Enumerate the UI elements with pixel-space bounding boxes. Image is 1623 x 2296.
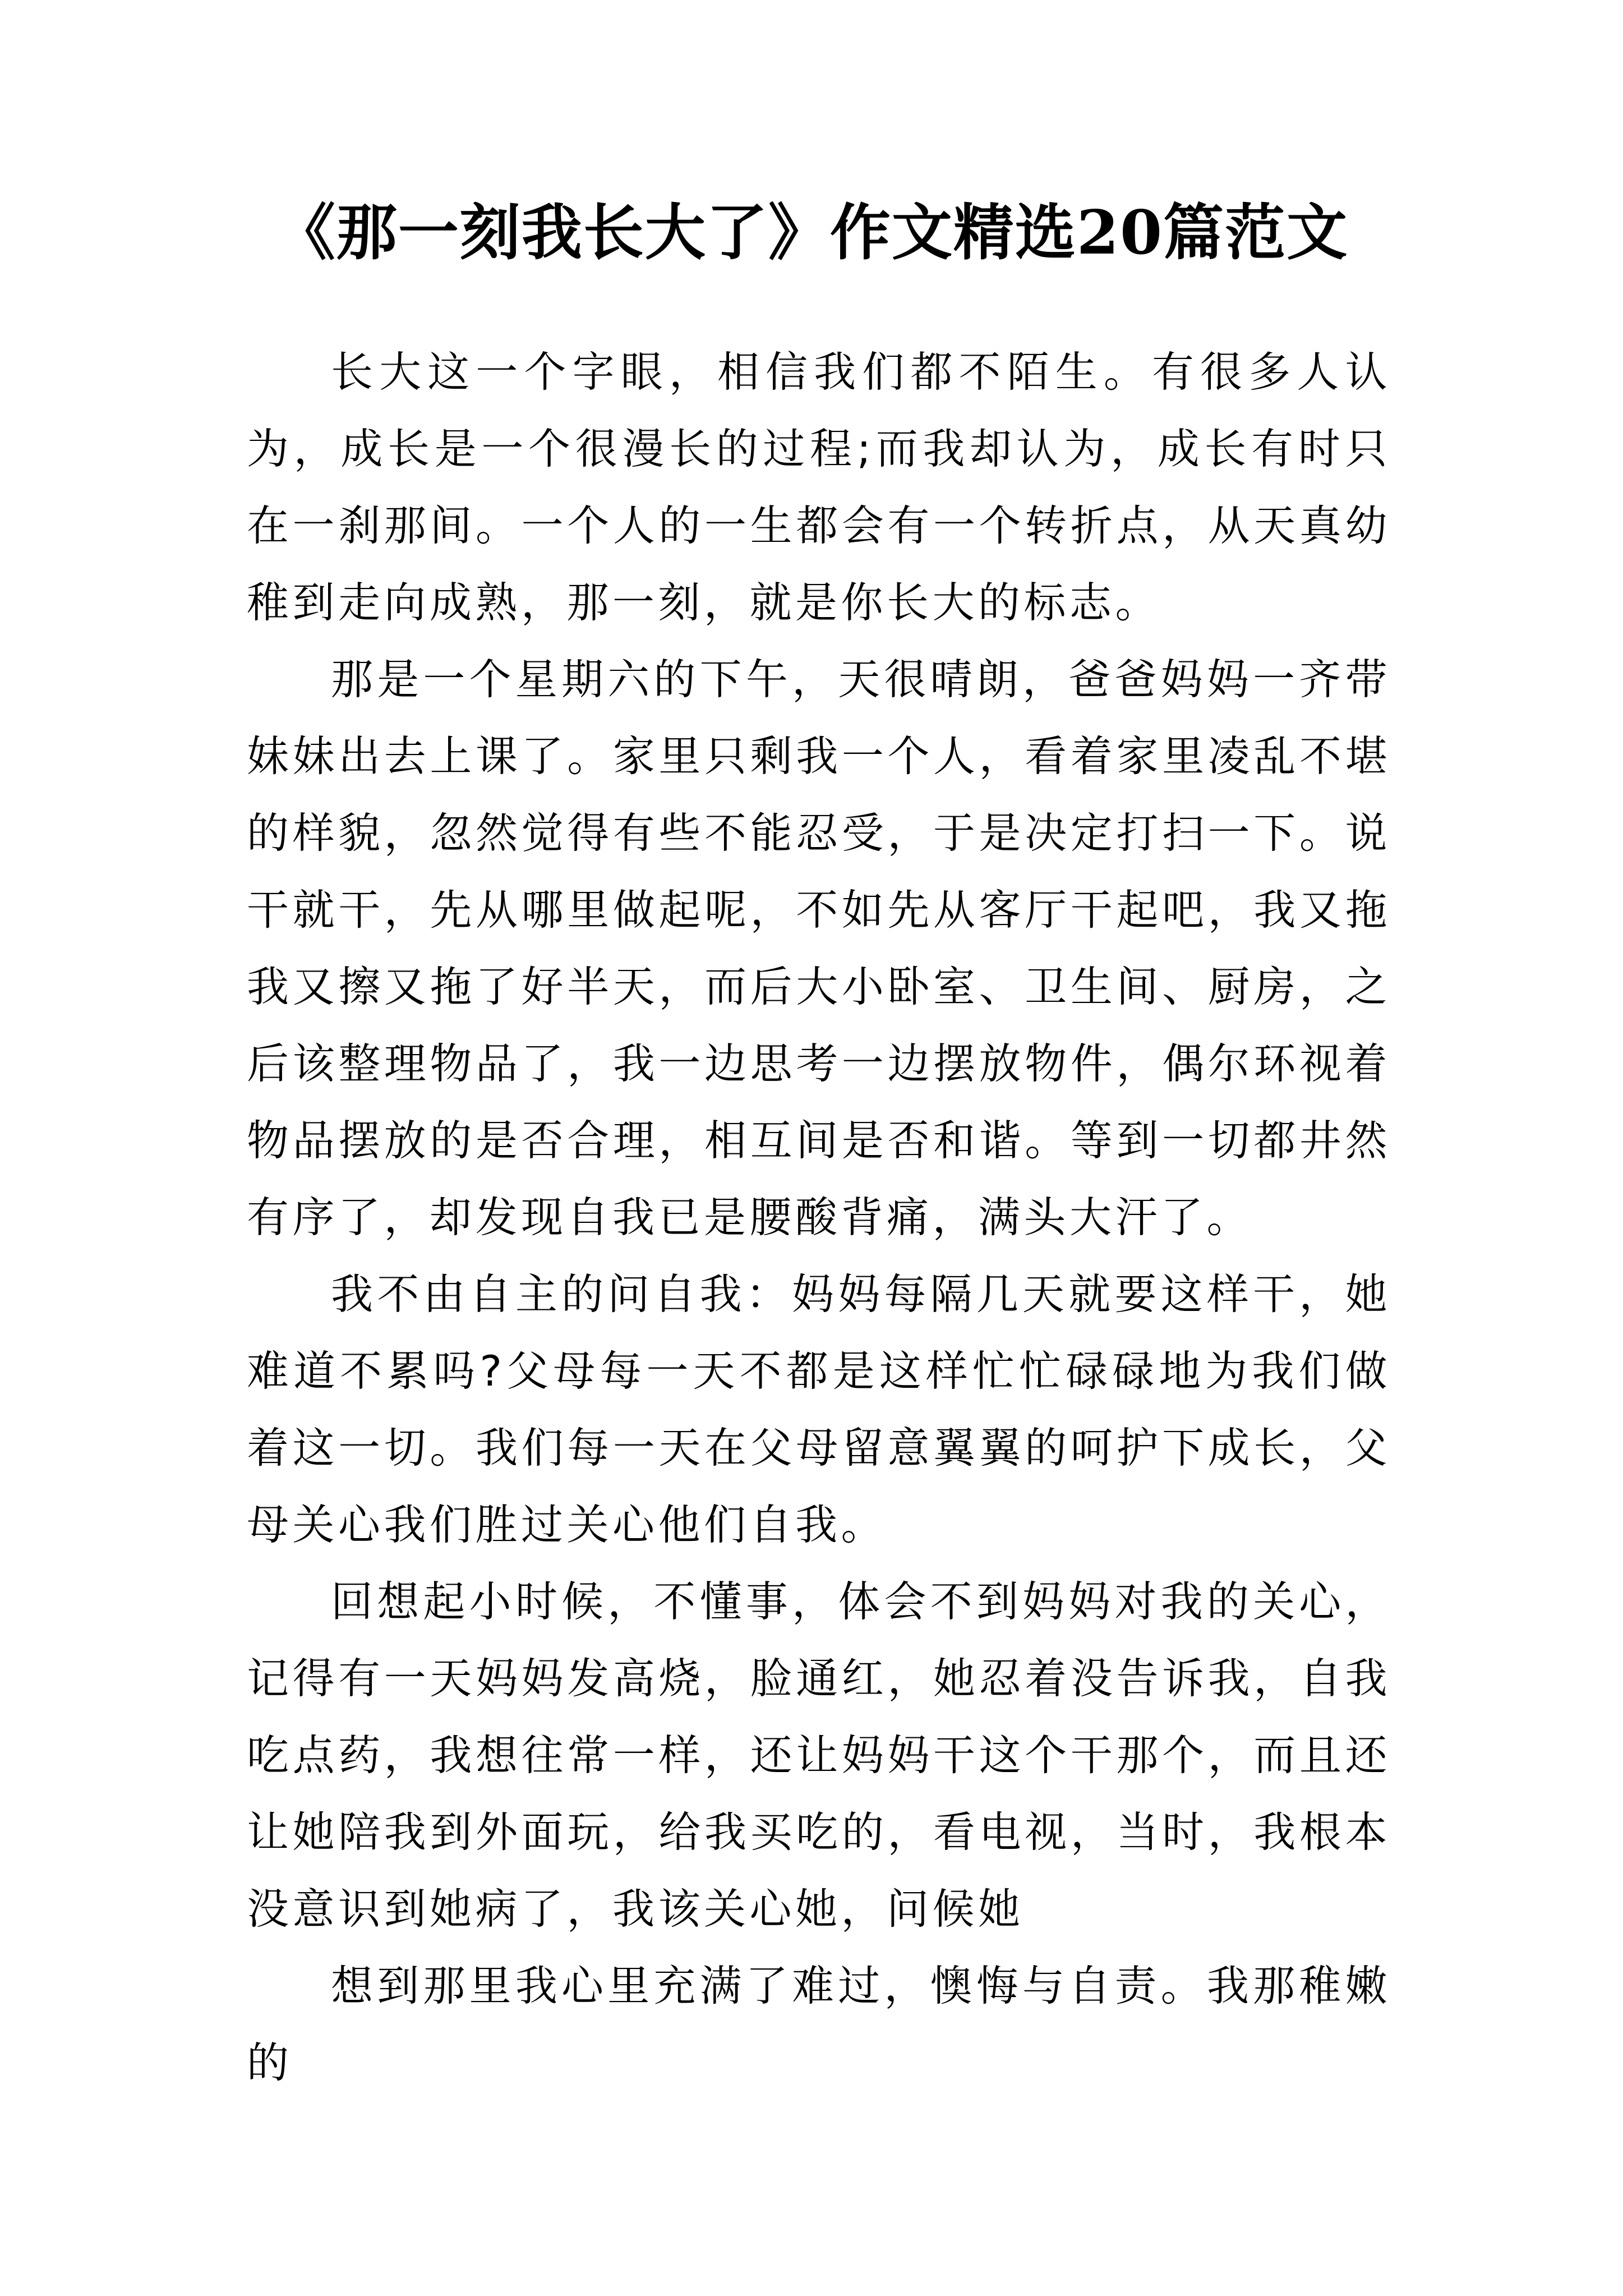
paragraph-3: 我不由自主的问自我：妈妈每隔几天就要这样干，她难道不累吗?父母每一天不都是这样忙忙碌碌地为我们做着这一切。我们每一天在父母留意翼翼的呵护下成长，父母关心我们胜过关心他们自我。 [247, 1269, 1391, 1549]
paragraph-2: 那是一个星期六的下午，天很晴朗，爸爸妈妈一齐带妹妹出去上课了。家里只剩我一个人，看着家里凌乱不堪的样貌，忽然觉得有些不能忍受，于是决定打扫一下。说干就干，先从哪里做起呢，不如先从客厅干起吧，我又拖我又擦又拖了好半天，而后大小卧室、卫生间、厨房，之后该整理物品了，我一边思考一边摆放物件，偶尔环视着物品摆放的是否合理，相互间是否和谐。等到一切都井然有序了，却发现自我已是腰酸背痛，满头大汗了。 [247, 655, 1391, 1242]
paragraph-4: 回想起小时候，不懂事，体会不到妈妈对我的关心，记得有一天妈妈发高烧，脸通红，她忍着没告诉我，自我吃点药，我想往常一样，还让妈妈干这个干那个，而且还让她陪我到外面玩，给我买吃的，看电视，当时，我根本没意识到她病了，我该关心她，问候她 [247, 1577, 1391, 1934]
document-title: 《那一刻我长大了》作文精选20篇范文 [274, 197, 1349, 268]
document-body [247, 334, 1391, 2101]
paragraph-1: 长大这一个字眼，相信我们都不陌生。有很多人认为，成长是一个很漫长的过程;而我却认为，成长有时只在一刹那间。一个人的一生都会有一个转折点，从天真幼稚到走向成熟，那一刻，就是你长大的标志。 [247, 347, 1391, 627]
paragraph-5: 想到那里我心里充满了难过，懊悔与自责。我那稚嫩的 [247, 1961, 1391, 2087]
